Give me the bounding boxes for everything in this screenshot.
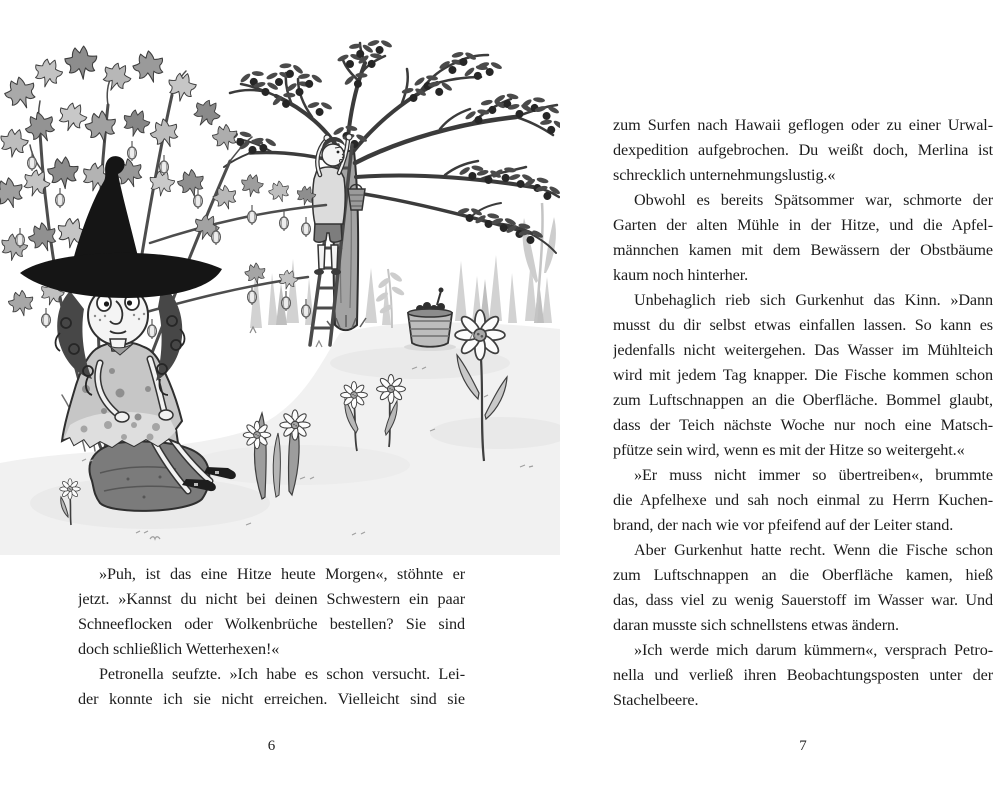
text-line: Unbehaglich rieb sich Gurkenhut das Kinn. »Dann bbox=[634, 291, 993, 309]
paragraph bbox=[613, 113, 993, 188]
text-line: zum Luftschnappen an die Oberfläche. Bommel glaubt, bbox=[613, 391, 993, 409]
text-line: Garten der alten Mühle in der Hitze, und die Apfel- bbox=[613, 216, 993, 234]
text-line: kaum noch hinterher. bbox=[613, 266, 749, 284]
text-line: zum Luftschnappen an die Oberfläche kamen, hieß bbox=[613, 566, 993, 584]
stone bbox=[90, 442, 210, 511]
text-line: zum Surfen nach Hawaii geflogen oder zu einer Urwal- bbox=[613, 116, 993, 134]
text-line: die Apfelhexe und sah noch einmal zu Herrn Kuchen- bbox=[613, 491, 993, 509]
text-line: das, dass viel zu wenig Sauerstoff im Wasser war. Und bbox=[613, 591, 993, 609]
fruit-basket bbox=[404, 288, 456, 352]
text-line: Petronella seufzte. »Ich habe es schon versucht. Lei- bbox=[99, 665, 465, 683]
text-line: daran musste sich schnellstens etwas ändern. bbox=[613, 616, 899, 634]
text-line: Obwohl es bereits Spätsommer war, schmorte der bbox=[634, 191, 993, 209]
paragraph bbox=[613, 288, 993, 463]
text-line: pfütze sein wird, wenn es mit der Hitze so weitergeht.« bbox=[613, 441, 965, 459]
text-line: dass der Teich nächste Woche nur noch eine Matsch- bbox=[613, 416, 993, 434]
paragraph bbox=[613, 463, 993, 538]
text-line: nella und verließ ihren Beobachtungsposten unter der bbox=[613, 666, 993, 684]
text-line: doch schließlich Wetterhexen!« bbox=[78, 640, 280, 658]
page-right-text bbox=[613, 113, 993, 713]
page-left-text bbox=[78, 562, 465, 712]
paragraph bbox=[78, 662, 465, 712]
text-line: Stachelbeere. bbox=[613, 691, 699, 709]
tree-fruits bbox=[226, 37, 560, 246]
paragraph bbox=[78, 562, 465, 662]
paragraph bbox=[613, 538, 993, 638]
text-line: männchen kamen mit dem Bewässern der Obstbäume bbox=[613, 241, 993, 259]
text-line: jetzt. »Kannst du nicht bei deinen Schwestern ein paar bbox=[78, 590, 465, 608]
text-line: schrecklich unternehmungslustig.« bbox=[613, 166, 836, 184]
text-line: musst du dir selbst etwas einfallen lassen. So kann es bbox=[613, 316, 993, 334]
garden-illustration-svg bbox=[0, 33, 560, 555]
text-line: brand, der nach wie vor pfeifend auf der Leiter stand. bbox=[613, 516, 954, 534]
text-line: jedenfalls nicht weitergehen. Das Wasser im Mühlteich bbox=[613, 341, 993, 359]
text-line: »Er muss nicht immer so übertreiben«, brummte bbox=[634, 466, 993, 484]
text-line: Schneeflocken oder Wolkenbrüche bestellen? Sie sind bbox=[78, 615, 465, 633]
paragraph bbox=[613, 188, 993, 288]
text-line: wird mit jedem Tag knapper. Die Fische kommen schon bbox=[613, 366, 993, 384]
text-line: »Puh, ist das eine Hitze heute Morgen«, stöhnte er bbox=[99, 565, 465, 583]
page-number-right: 7 bbox=[799, 738, 807, 754]
page-number-left: 6 bbox=[267, 738, 276, 754]
text-line: der konnte ich sie nicht erreichen. Vielleicht sind sie bbox=[78, 690, 465, 708]
text-line: »Ich werde mich darum kümmern«, versprach Petro- bbox=[634, 641, 993, 659]
text-line: dexpedition aufgebrochen. Du weißt doch, Merlina ist bbox=[613, 141, 993, 159]
paragraph bbox=[613, 638, 993, 713]
garden-illustration bbox=[0, 33, 560, 555]
text-line: Aber Gurkenhut hatte recht. Wenn die Fische schon bbox=[634, 541, 993, 559]
hanging-basket bbox=[348, 185, 365, 211]
